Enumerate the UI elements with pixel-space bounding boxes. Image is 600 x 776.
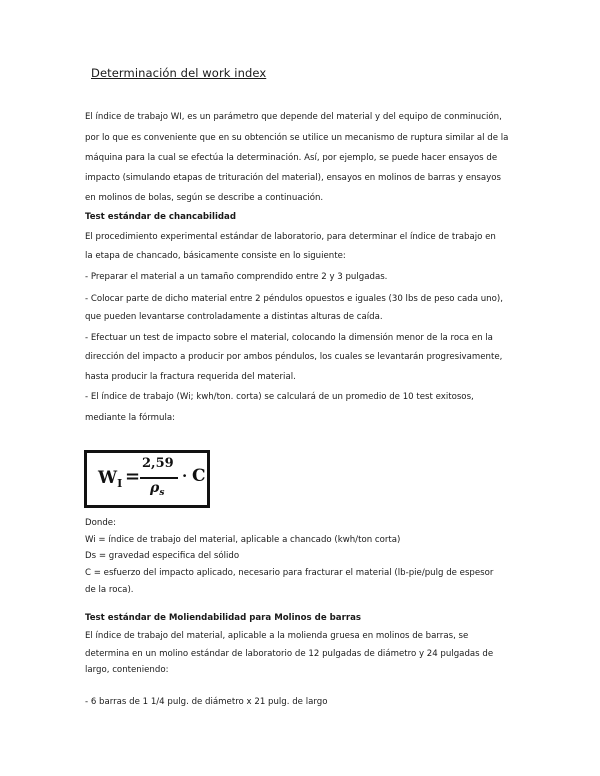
paragraph-line: largo, conteniendo: [85, 665, 169, 675]
list-item-continuation: dirección del impacto a producir por ambos péndulos, los cuales se levantarán progresivamente, [85, 352, 503, 362]
paragraph-line: determina en un molino estándar de laboratorio de 12 pulgadas de diámetro y 24 pulgadas de [85, 649, 494, 659]
list-item-continuation: mediante la fórmula: [85, 413, 176, 423]
list-item: - Preparar el material a un tamaño comprendido entre 2 y 3 pulgadas. [85, 272, 388, 282]
formula-w: $W_I$ [98, 468, 123, 490]
intro-line: impacto (simulando etapas de trituración del material), ensayos en molinos de barras y ensayos [85, 173, 501, 183]
intro-line: El índice de trabajo WI, es un parámetro que depende del material y del equipo de conminución, [85, 112, 502, 122]
page-title: Determinación del work index [91, 66, 267, 80]
section-heading-chancabilidad: Test estándar de chancabilidad [85, 212, 236, 222]
fraction-bar [140, 477, 178, 479]
formula-numerator: 2,59 [142, 456, 174, 471]
definition-line: Wi = índice de trabajo del material, aplicable a chancado (kwh/ton corta) [85, 535, 401, 545]
formula-dot: · [182, 467, 188, 485]
paragraph-line: la etapa de chancado, básicamente consiste en lo siguiente: [85, 251, 346, 261]
intro-line: por lo que es conveniente que en su obtención se utilice un mecanismo de ruptura similar al de la [85, 133, 509, 143]
definition-line: C = esfuerzo del impacto aplicado, necesario para fracturar el material (lb-pie/pulg de espesor [85, 568, 494, 578]
list-item: - Colocar parte de dicho material entre 2 péndulos opuestos e iguales (30 lbs de peso cada uno), [85, 294, 503, 304]
list-item: - El índice de trabajo (Wi; kwh/ton. corta) se calculará de un promedio de 10 test exitosos, [85, 392, 474, 402]
intro-line: en molinos de bolas, según se describe a continuación. [85, 193, 324, 203]
formula-denominator: $\rho_s$ [150, 480, 165, 498]
list-item: - 6 barras de 1 1/4 pulg. de diámetro x 21 pulg. de largo [85, 697, 328, 707]
paragraph-line: El procedimiento experimental estándar de laboratorio, para determinar el índice de trabajo en [85, 232, 496, 242]
work-index-formula [84, 450, 210, 508]
definitions-label: Donde: [85, 518, 116, 528]
definition-line: de la roca). [85, 585, 134, 595]
list-item-continuation: hasta producir la fractura requerida del material. [85, 372, 296, 382]
list-item: - Efectuar un test de impacto sobre el material, colocando la dimensión menor de la roca en la [85, 333, 493, 343]
section-heading-moliendabilidad: Test estándar de Moliendabilidad para Molinos de barras [85, 613, 361, 623]
formula-equals: = [125, 466, 141, 487]
list-item-continuation: que pueden levantarse controladamente a distintas alturas de caída. [85, 312, 383, 322]
intro-line: máquina para la cual se efectúa la determinación. Así, por ejemplo, se puede hacer ensayos de [85, 153, 498, 163]
definition-line: Ds = gravedad especifica del sólido [85, 551, 240, 561]
paragraph-line: El índice de trabajo del material, aplicable a la molienda gruesa en molinos de barras, se [85, 631, 469, 641]
formula-c: C [192, 466, 206, 486]
